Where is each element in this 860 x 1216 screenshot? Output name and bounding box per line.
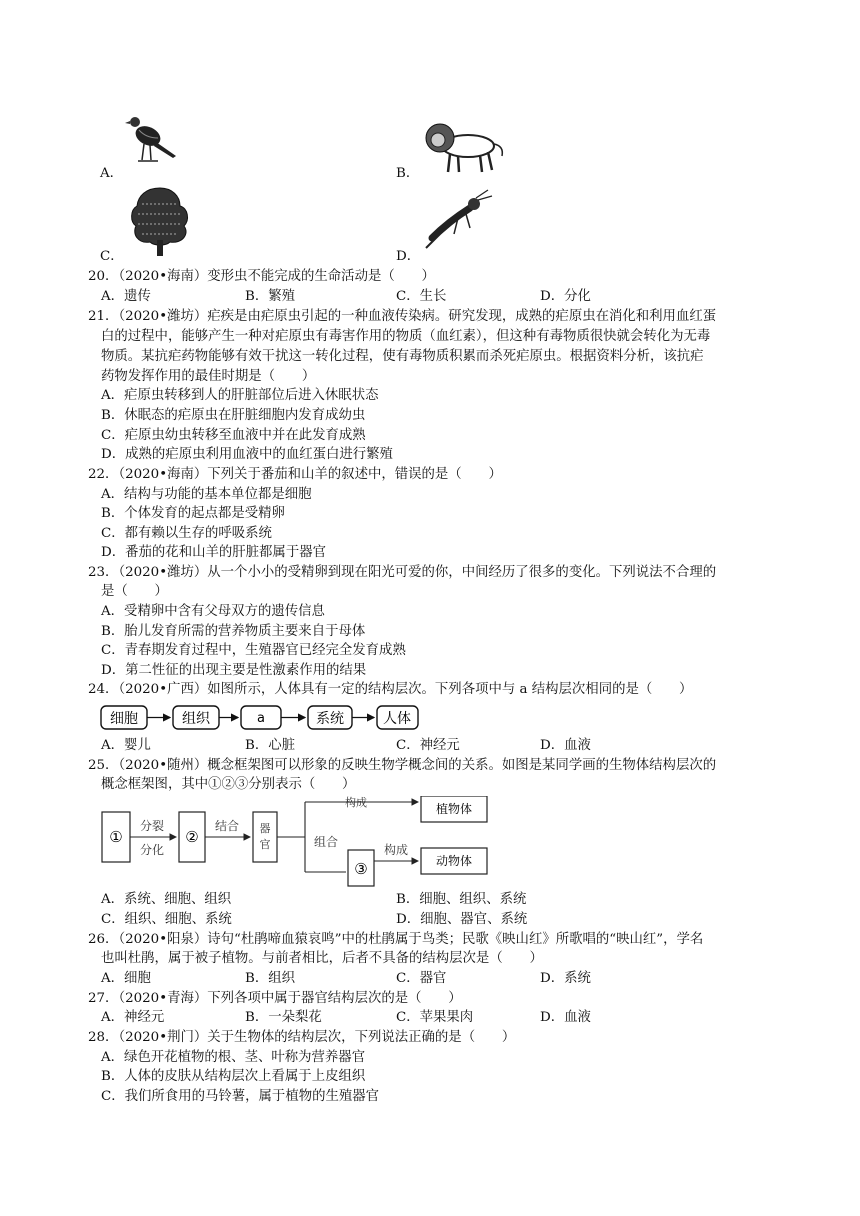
q28-stem: 28．（2020•荆门）关于生物体的结构层次，下列说法正确的是（ ） (88, 1030, 516, 1045)
q24-flow-diagram (100, 704, 420, 736)
q23-option-a: A．受精卵中含有父母双方的遗传信息 (101, 604, 325, 619)
q25-stem-line-2: 概念框架图，其中①②③分别表示（ ） (101, 777, 356, 792)
organ-label: 器 (259, 822, 271, 835)
q23-option-d: D．第二性征的出现主要是性激素作用的结果 (101, 663, 367, 678)
q20-option-c: C．生长 (396, 289, 447, 304)
arrow2-label: 结合 (214, 819, 240, 833)
q27-option-d: D．血液 (540, 1010, 591, 1025)
grasshopper-image (418, 188, 494, 258)
q20-option-b: B．繁殖 (245, 289, 296, 304)
organ-box (253, 812, 277, 862)
q22-option-b: B．个体发育的起点都是受精卵 (101, 506, 285, 521)
q26-option-d: D．系统 (540, 971, 591, 986)
flow-label-a: a (257, 711, 265, 726)
q22-stem: 22．（2020•海南）下列关于番茄和山羊的叙述中，错误的是（ ） (88, 467, 502, 482)
q24-option-c: C．神经元 (396, 738, 460, 753)
q20-option-d: D．分化 (540, 289, 591, 304)
flow-label-system: 系统 (316, 711, 344, 727)
q20-stem: 20．（2020•海南）变形虫不能完成的生命活动是（ ） (88, 269, 435, 284)
box-3-label: ③ (354, 860, 368, 878)
q24-option-a: A．婴儿 (101, 738, 151, 753)
q21-stem-line-3: 物质。某抗疟药物能够有效干扰这一转化过程，使有毒物质积累而杀死疟原虫。根据资料分析，该抗疟 (101, 349, 704, 364)
q21-stem-line-1: 21．（2020•潍坊）疟疾是由疟原虫引起的一种血液传染病。研究发现，成熟的疟原虫在消化和利用血红蛋 (88, 309, 717, 324)
option-b-label: B． (396, 166, 420, 181)
option-a-label: A． (100, 166, 124, 181)
q26-option-b: B．组织 (245, 971, 296, 986)
q21-option-d: D．成熟的疟原虫利用血液中的血红蛋白进行繁殖 (101, 447, 393, 462)
combine-label: 组合 (313, 835, 339, 849)
arrow1-top-label: 分裂 (139, 819, 165, 833)
q21-stem-line-2: 白的过程中，能够产生一种对疟原虫有毒害作用的物质（血红素），但这种有毒物质很快就会转化为无毒 (101, 329, 711, 344)
q20-option-a: A．遗传 (101, 289, 151, 304)
q26-option-a: A．细胞 (101, 971, 151, 986)
q26-stem-line-2: 也叫杜鹃，属于被子植物。与前者相比，后者不具备的结构层次是（ ） (101, 951, 543, 966)
plant-label: 植物体 (435, 802, 473, 816)
q24-stem: 24．（2020•广西）如图所示，人体具有一定的结构层次。下列各项中与 a 结构层次相同的是（ ） (88, 682, 693, 697)
q23-option-c: C．青春期发育过程中，生殖器官已经完全发育成熟 (101, 643, 406, 658)
animal-label: 动物体 (435, 854, 473, 868)
q23-option-b: B．胎儿发育所需的营养物质主要来自于母体 (101, 624, 366, 639)
svg-text:官: 官 (259, 838, 271, 851)
box-2-label: ② (185, 828, 199, 846)
q22-option-c: C．都有赖以生存的呼吸系统 (101, 526, 272, 541)
q25-option-c: C．组织、细胞、系统 (101, 912, 232, 927)
option-c-label: C． (100, 249, 124, 264)
q27-option-a: A．神经元 (101, 1010, 165, 1025)
q25-concept-diagram (100, 796, 500, 894)
q27-option-b: B．一朵梨花 (245, 1010, 322, 1025)
q25-stem-line-1: 25．（2020•随州）概念框架图可以形象的反映生物学概念间的关系。如图是某同学画的生物体结构层次的 (88, 758, 717, 773)
q21-option-c: C．疟原虫幼虫转移至血液中并在此发育成熟 (101, 428, 366, 443)
q28-option-c: C．我们所食用的马铃薯，属于植物的生殖器官 (101, 1089, 380, 1104)
q28-option-b: B．人体的皮肤从结构层次上看属于上皮组织 (101, 1069, 366, 1084)
q24-option-d: D．血液 (540, 738, 591, 753)
q26-stem-line-1: 26．（2020•阳泉）诗句“杜鹃啼血猿哀鸣”中的杜鹃属于鸟类；民歌《映山红》所歌唱的“映山红”，学名 (88, 932, 704, 947)
q21-option-b: B．休眠态的疟原虫在肝脏细胞内发育成幼虫 (101, 408, 366, 423)
q22-option-a: A．结构与功能的基本单位都是细胞 (101, 487, 312, 502)
bird-image (118, 108, 182, 172)
arrow1-bottom-label: 分化 (139, 843, 165, 857)
q25-option-d: D．细胞、器官、系统 (396, 912, 528, 927)
q26-option-c: C．器官 (396, 971, 447, 986)
q24-option-b: B．心脏 (245, 738, 296, 753)
q21-option-a: A．疟原虫转移到人的肝脏部位后进入休眠状态 (101, 388, 379, 403)
q23-stem-line-2: 是（ ） (101, 584, 168, 599)
top-arrow-label: 构成 (345, 796, 367, 809)
lion-image (418, 118, 508, 182)
q25-option-b: B．细胞、组织、系统 (396, 892, 527, 907)
box-1-label: ① (109, 828, 123, 846)
flow-label-tissue: 组织 (182, 711, 210, 727)
q27-option-c: C．苹果果肉 (396, 1010, 474, 1025)
tree-image (128, 186, 192, 262)
q23-stem-line-1: 23．（2020•潍坊）从一个小小的受精卵到现在阳光可爱的你，中间经历了很多的变化。下列说法不合理的 (88, 565, 717, 580)
q21-stem-line-4: 药物发挥作用的最佳时期是（ ） (101, 369, 316, 384)
flow-label-body: 人体 (383, 711, 411, 727)
q28-option-a: A．绿色开花植物的根、茎、叶称为营养器官 (101, 1050, 366, 1065)
bottom-arrow-label: 构成 (383, 843, 409, 857)
option-d-label: D． (396, 249, 421, 264)
q25-option-a: A．系统、细胞、组织 (101, 892, 232, 907)
q22-option-d: D．番茄的花和山羊的肝脏都属于器官 (101, 545, 326, 560)
q27-stem: 27．（2020•青海）下列各项中属于器官结构层次的是（ ） (88, 991, 462, 1006)
flow-label-cell: 细胞 (110, 711, 138, 727)
